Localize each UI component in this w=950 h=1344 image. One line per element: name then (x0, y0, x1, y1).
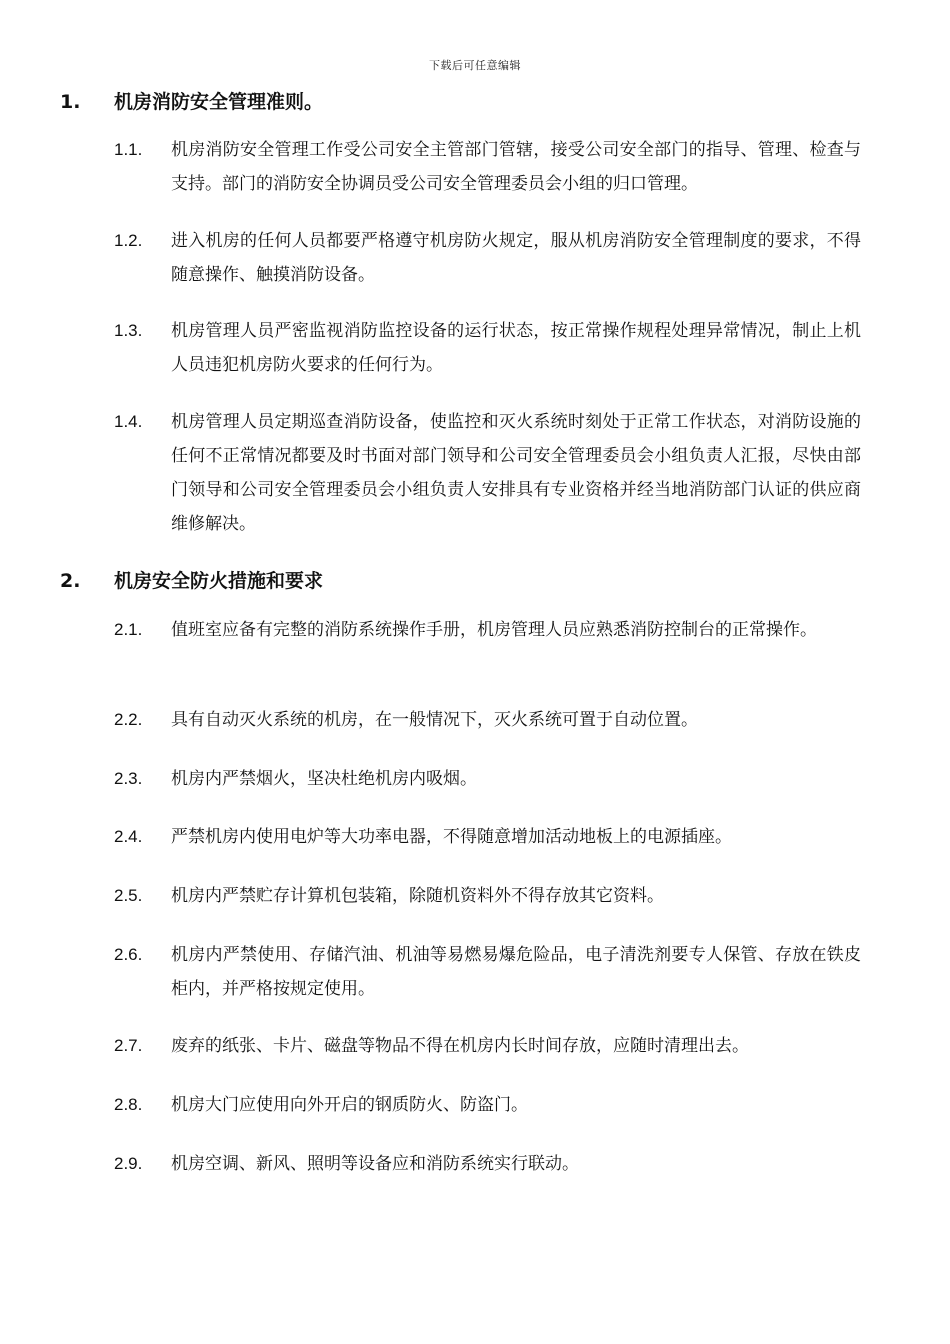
page-header: 下载后可任意编辑 (429, 59, 521, 72)
clause-text: 机房内严禁烟火，坚决杜绝机房内吸烟。 (171, 769, 477, 789)
section-title: 机房安全防火措施和要求 (114, 570, 324, 592)
clause-2-8 (114, 1088, 864, 1122)
clause-number: 1.3. (114, 321, 143, 340)
clause-number: 2.2. (114, 710, 143, 729)
clause-2-7 (114, 1029, 864, 1063)
clause-number: 2.9. (114, 1154, 143, 1173)
clause-number: 2.5. (114, 886, 143, 905)
clause-text: 严禁机房内使用电炉等大功率电器，不得随意增加活动地板上的电源插座。 (171, 827, 732, 847)
clause-1-1 (114, 133, 864, 201)
clause-number: 2.7. (114, 1036, 143, 1055)
clause-2-1 (114, 613, 864, 647)
clause-text: 值班室应备有完整的消防系统操作手册，机房管理人员应熟悉消防控制台的正常操作。 (171, 620, 817, 640)
clause-number: 2.8. (114, 1095, 143, 1114)
clause-2-6 (114, 938, 864, 1006)
clause-text: 机房内严禁贮存计算机包装箱，除随机资料外不得存放其它资料。 (171, 886, 664, 906)
clause-2-3 (114, 762, 864, 796)
clause-2-9 (114, 1147, 864, 1181)
clause-number: 2.3. (114, 769, 143, 788)
section-title: 机房消防安全管理准则。 (114, 91, 324, 113)
section-number: 1. (60, 91, 81, 113)
clause-number: 2.6. (114, 945, 143, 964)
clause-number: 1.4. (114, 412, 143, 431)
clause-text: 机房管理人员严密监视消防监控设备的运行状态，按正常操作规程处理异常情况，制止上机人员违犯机房防火要求的任何行为。 (171, 321, 861, 375)
clause-2-5 (114, 879, 864, 913)
clause-text: 废弃的纸张、卡片、磁盘等物品不得在机房内长时间存放，应随时清理出去。 (171, 1036, 749, 1056)
clause-number: 2.1. (114, 620, 143, 639)
clause-1-4 (114, 405, 864, 541)
clause-text: 机房内严禁使用、存储汽油、机油等易燃易爆危险品，电子清洗剂要专人保管、存放在铁皮柜内，并严格按规定使用。 (171, 945, 861, 999)
clause-text: 机房消防安全管理工作受公司安全主管部门管辖，接受公司安全部门的指导、管理、检查与支持。部门的消防安全协调员受公司安全管理委员会小组的归口管理。 (171, 140, 861, 194)
clause-text: 具有自动灭火系统的机房，在一般情况下，灭火系统可置于自动位置。 (171, 710, 698, 730)
clause-text: 机房管理人员定期巡查消防设备，使监控和灭火系统时刻处于正常工作状态，对消防设施的任何不正常情况都要及时书面对部门领导和公司安全管理委员会小组负责人汇报，尽快由部门领导和公司安全管理委员会小组负责人安排具有专业资格并经当地消防部门认证的供应商维修解决。 (171, 412, 861, 534)
clause-text: 进入机房的任何人员都要严格遵守机房防火规定，服从机房消防安全管理制度的要求，不得随意操作、触摸消防设备。 (171, 231, 861, 285)
clause-1-3 (114, 314, 864, 382)
section-number: 2. (60, 570, 81, 592)
clause-2-2 (114, 703, 864, 737)
clause-text: 机房空调、新风、照明等设备应和消防系统实行联动。 (171, 1154, 579, 1174)
clause-number: 1.2. (114, 231, 143, 250)
clause-number: 2.4. (114, 827, 143, 846)
clause-text: 机房大门应使用向外开启的钢质防火、防盗门。 (171, 1095, 528, 1115)
clause-2-4 (114, 820, 864, 854)
clause-1-2 (114, 224, 864, 292)
clause-number: 1.1. (114, 140, 143, 159)
